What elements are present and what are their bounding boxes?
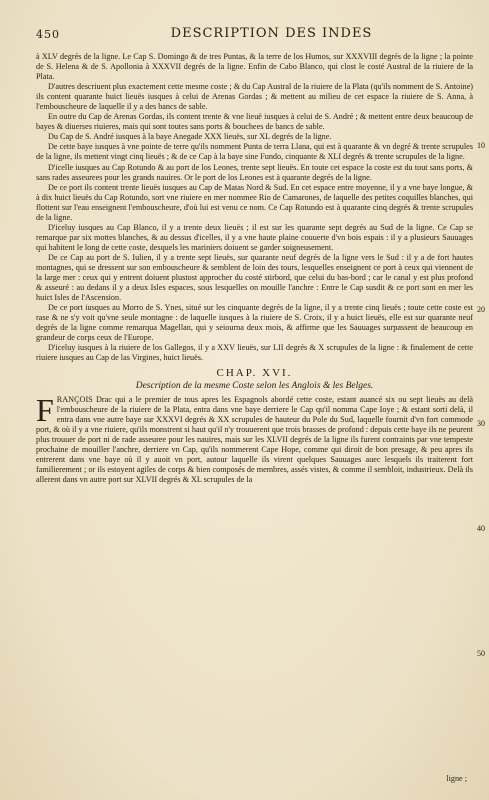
text-paragraph: D'iceluy iusques à la riuiere de los Gallegos, il y a XXV lieuës, sur LII degrés & X scrupules de la ligne : & finalement de cette riuiere iusques au Cap de las Virgines, huict lieuës. [36,343,473,363]
drop-cap: F [36,391,54,428]
text-paragraph: De ce Cap au port de S. Iulien, il y a trente sept lieuës, sur quarante neuf degrés de la ligne vers le Sud : il y a de fort hautes montagnes, qui se dressent sur son embouscheure & semblent de loin des tours, lesquelles enseignent ce port à ceux qui viennent de la large mer : ceux qui y entrent doiuent plustost approcher du costé stirbord, que celui du bas-bord ; car le canal y est plus profond & asseuré : au dedans il y a deux Isles espaces, sous lesquelles on mouille l'anchre : Entre le Cap susdit & ce port sont en mer les huict Isles de l'Ascension. [36,252,473,303]
page-body [36,52,473,485]
chapter-body-text: RANÇOIS Drac qui a le premier de tous apres les Espagnols abordé cette coste, estant auancé six ou sept lieuës au delà l'embouscheure de la riuiere de la Plata, entra dans vne baye derriere le Cap qu'il nomma Cape Ioye ; & estant sorti delà, il entra dans vne autre baye sur XXXVI degrés & XX scrupules de hauteur du Pole du Sud, laquelle fournit d'vn fort commode port, & où il y a vne riuiere, qu'ils monstrent si haut qu'il n'y trouuerent que trois brasses de profond : depuis cette baye ils ne peurent plus trouuer de port ni de rade asseuree pour les nauires, mais sur les XLVII degrés de la ligne ils furent contraints par vne tempeste prochaine de mouiller l'anchre, derriere vn Cap, qu'ils nommerent Cape Hope, comme qui diroit de bon presage, & peu apres ils entrerent dans vne baye où il y auoit vn port, autour laquelle ils virent quelques Sauuages auec lesquels ils traiterent fort familierement ; or ils estoyent agiles de corps & bien composés de membres, assés vistes, & comme il sembloit, industrieux. Delà ils allerent dans vn autre port sur XLVII degrés & XL scrupules de la [36,394,473,484]
page-header [36,26,471,46]
text-paragraph: D'autres descriuent plus exactement cette mesme coste ; & du Cap Austral de la riuiere de la Plata (qu'ils nomment de S. Antoine) ils content quarante huict lieuës iusques à celui de Arenas Gordas ; & mettent au milieu de cet espace la riuiere de S. Anna, à l'embouscheure de laquelle il y a des bancs de sable. [36,82,473,112]
page-number: 450 [36,28,60,41]
text-paragraph: De ce port iusques au Morro de S. Ynes, situé sur les cinquante degrés de la ligne, il y a trente cinq lieuës ; toute cette coste est rase & ne s'y voit qu'vne seule montagne : de laquelle iusques à la riuiere de S. Croix, il y a huict lieuës, elle est sur quarante neuf degrés de la ligne comme remarqua Magellan, qui y seiourna deux mois, & affirme que les Sauuages surpassent de beaucoup en grandeur de corps ceux de l'Europe. [36,303,473,343]
margin-line-number: 20 [477,305,485,314]
text-paragraph: à XLV degrés de la ligne. Le Cap S. Domingo & de tres Puntas, & la terre de los Humos, sur XXXVIII degrés de la ligne ; la pointe de S. Helena & de S. Apollonia à XXXVII degrés de la ligne. Enfin de Cabo Blanco, qui clost le costé Austral de la riuiere de la Plata. [36,52,473,82]
text-paragraph: De ce port ils content trente lieuës iusques au Cap de Matas Nord & Sud. En cet espace entre moyenne, il y a vne baye longue, & à dix huict lieuës du Cap Rotundo, sort vne riuiere en mer nommee Rio de Camarones, de laquelle des petites coquilles blanches, qui flottent sur l'eau enseignent l'embouscheure, d'où lui est venu ce nom. Ce Cap Rotundo est à quarante cinq degrés & trente scrupules de la ligne. [36,182,473,222]
catchword: ligne ; [446,774,467,783]
margin-line-number: 10 [477,141,485,150]
text-paragraph: D'iceluy iusques au Cap Blanco, il y a trente deux lieuës ; il est sur les quarante sept degrés au Sud de la ligne. Ce Cap se remarque par six mottes blanches, & au dessus d'icelles, il y a vne haute plaine couuerte d'vn bois espais : il y a plusieurs Sauuages qui habitent le long de cette coste, desquels les mariniers doiuent se garder soigneusement. [36,222,473,252]
text-paragraph: De cette baye iusques à vne pointe de terre qu'ils nomment Punta de terra Llana, qui est à quarante & vn degré & trente scrupules de la ligne, ils mettent vingt cinq lieuës ; & de ce Cap à la baye sine Fundo, cinquante & XLI degrés & trente scrupules de la ligne. [36,142,473,162]
text-paragraph: D'icelle iusques au Cap Rotundo & au port de los Leones, trente sept lieuës. En toute cet espace la coste est du tout sans ports, & sans rades asseurees pour les grands nauires. Or le port de los Leones est à quarante degrés de la ligne. [36,162,473,182]
text-paragraph: En outre du Cap de Arenas Gordas, ils content trente & vne lieuë iusques à celui de S. André ; & mettent entre deux beaucoup de bayes & diuerses riuieres, mais qui sont toutes sans ports & bouchees de bancs de sable. [36,112,473,132]
chapter-opening-paragraph [36,391,473,485]
margin-line-number: 50 [477,649,485,658]
margin-line-number: 30 [477,419,485,428]
text-paragraph: Du Cap de S. André iusques à la baye Anegade XXX lieuës, sur XL degrés de la ligne. [48,132,332,142]
chapter-heading: CHAP. XVI. [216,367,293,380]
chapter-title: Description de la mesme Coste selon les Anglois & les Belges. [135,380,374,391]
margin-line-number: 40 [477,524,485,533]
running-title: DESCRIPTION DES INDES [170,26,373,41]
